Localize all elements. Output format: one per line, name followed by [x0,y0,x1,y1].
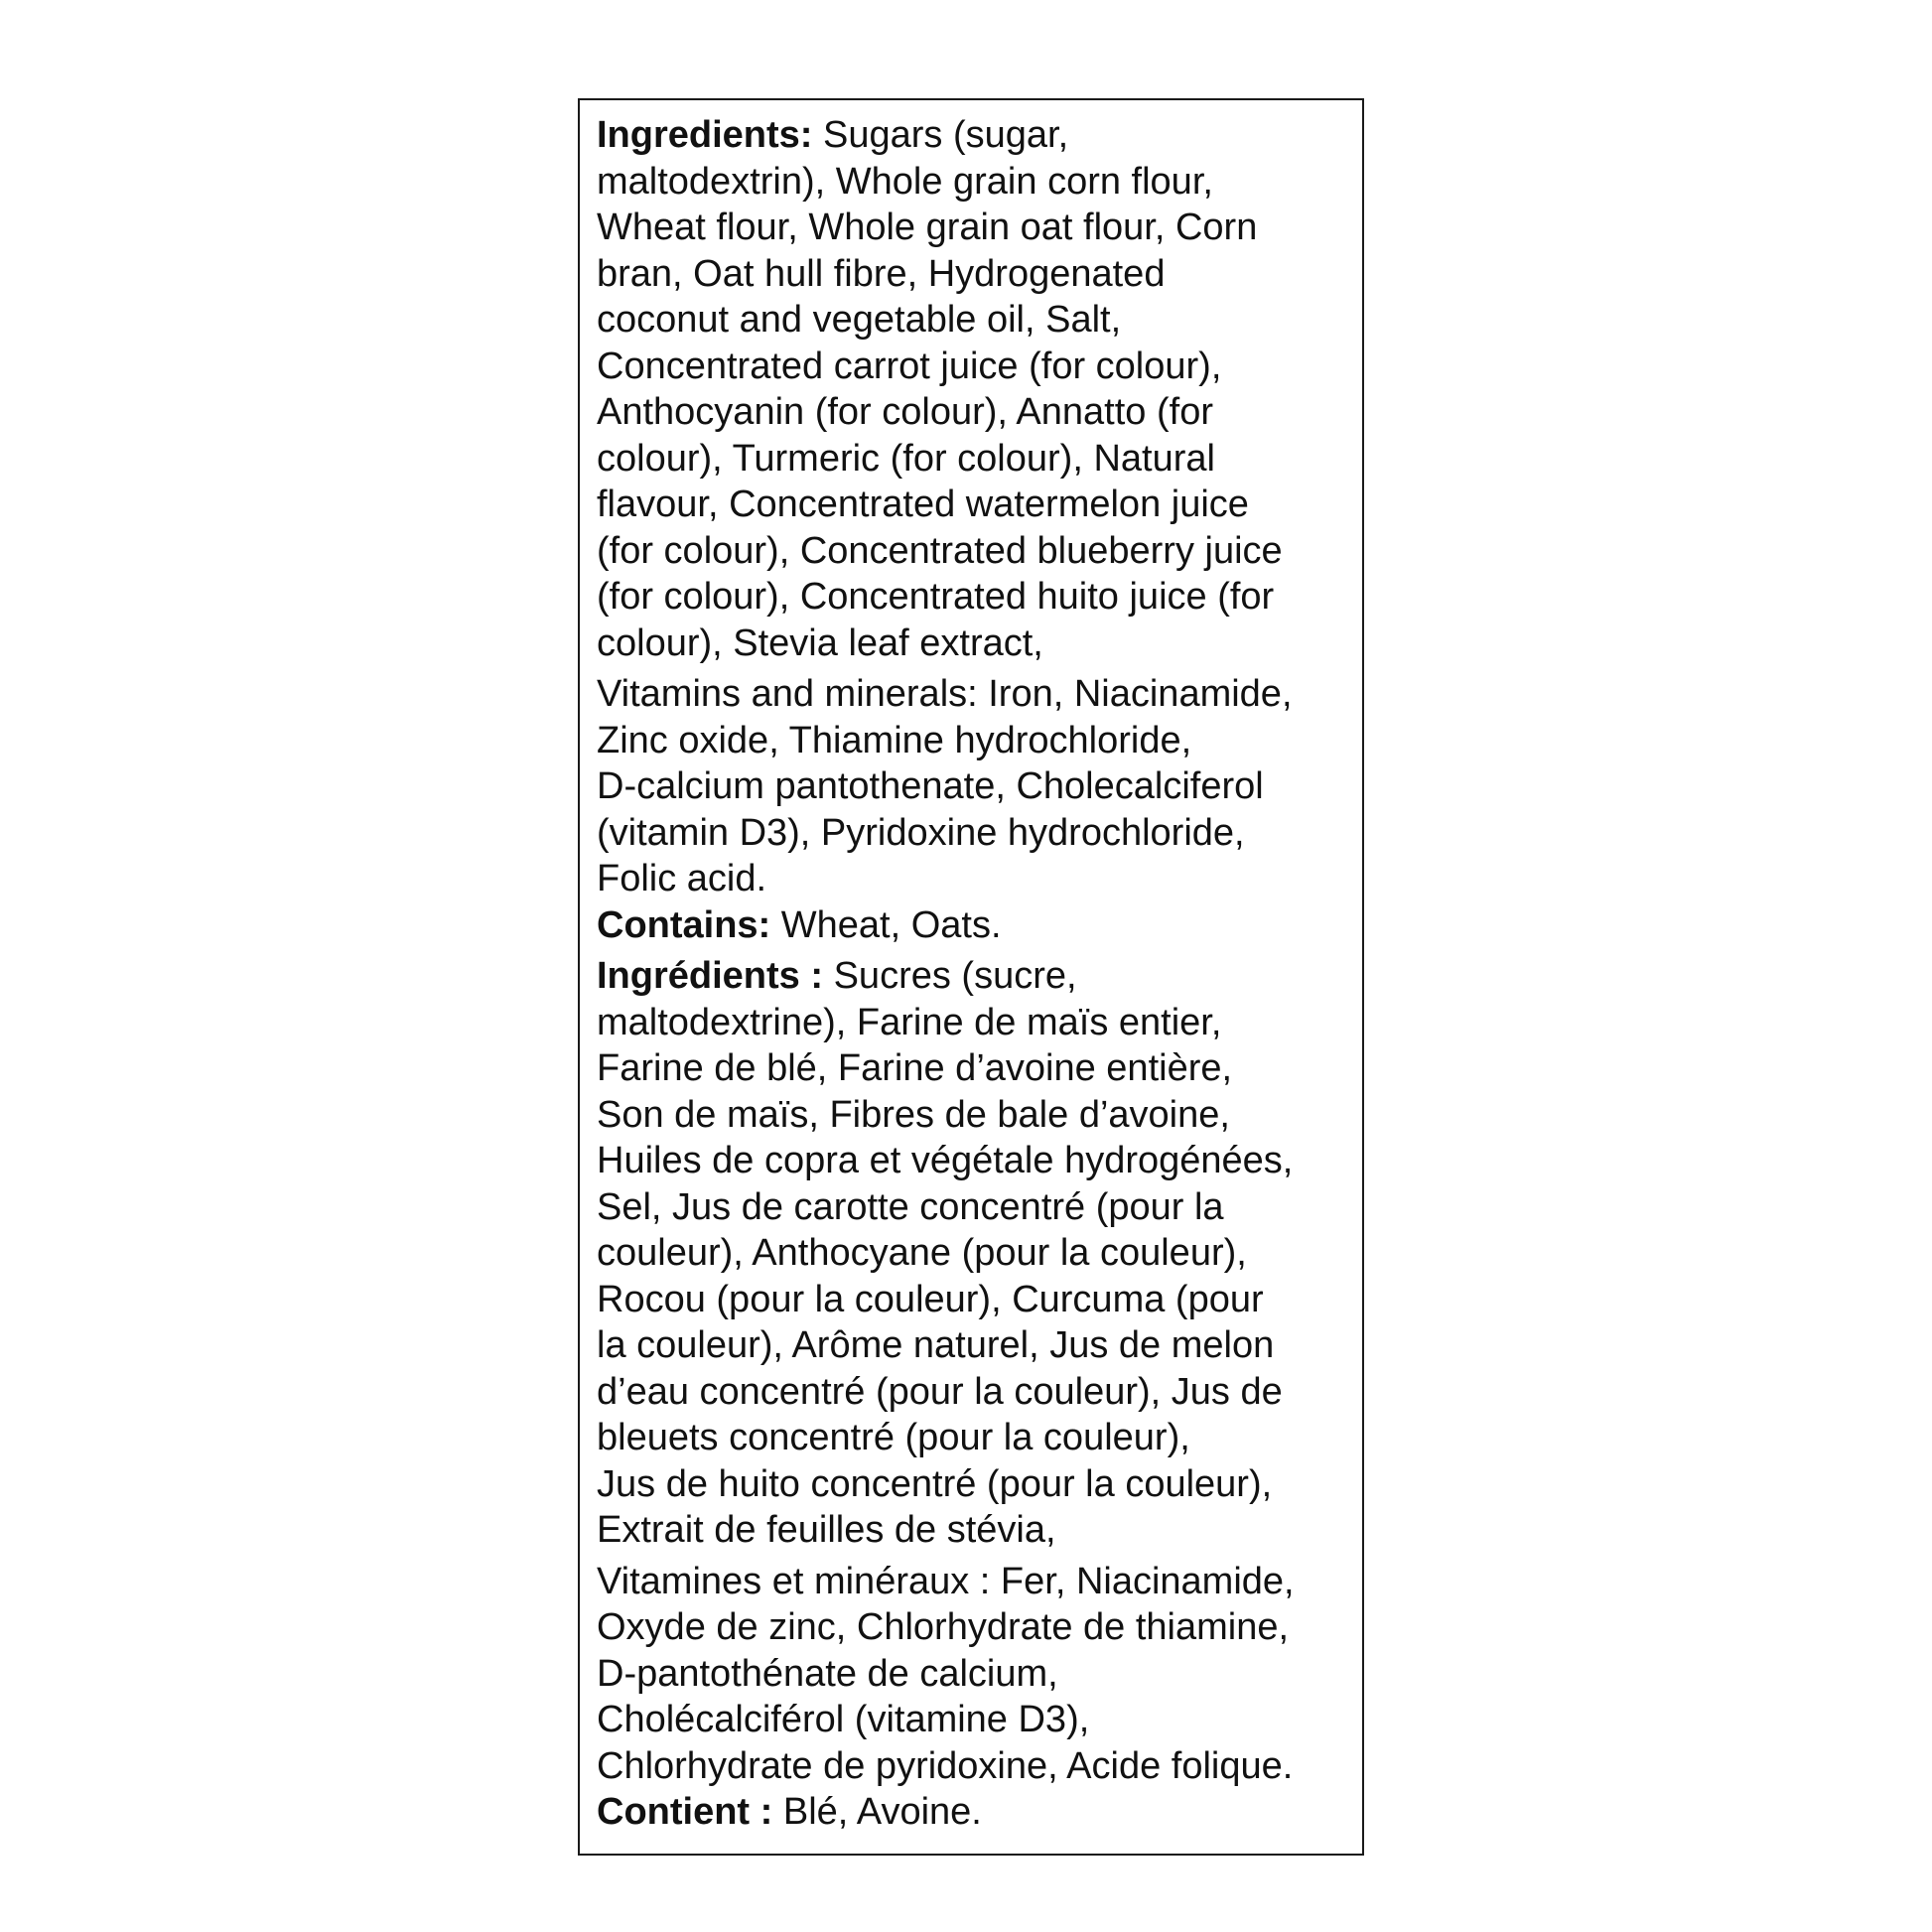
contains-fr [597,1789,1346,1836]
ingredients-fr [597,953,1346,1554]
ingredients-en-text: Sugars (sugar, maltodextrin), Whole grain corn flour, Wheat flour, Whole grain oat flour, Corn bran, Oat hull fibre, Hydrogenated coconut and vegetable oil, Salt, Concentrated carrot juice (for colour), Anthocyanin (for colour), Annatto (for colour), Turmeric (for colour), Natural flavour, Concentrated watermelon juice (for colour), Concentrated blueberry juice (for colour), Concentrated huito juice (for colour), Stevia leaf extract, [597,114,1283,664]
ingredients-fr-text: Sucres (sucre, maltodextrine), Farine de maïs entier, Farine de blé, Farine d’avoine entière, Son de maïs, Fibres de bale d’avoine, Huiles de copra et végétale hydrogénées, Sel, Jus de carotte concentré (pour la couleur), Anthocyane (pour la couleur), Rocou (pour la couleur), Curcuma (pour la couleur), Arôme naturel, Jus de melon d’eau concentré (pour la couleur), Jus de bleuets concentré (pour la couleur), Jus de huito concentré (pour la couleur), Extrait de feuilles de stévia, [597,955,1294,1551]
vitamins-en: Vitamins and minerals: Iron, Niacinamide, Zinc oxide, Thiamine hydrochloride, D-calcium pantothenate, Cholecalciferol (vitamin D3), Pyridoxine hydrochloride, Folic acid. [597,673,1293,899]
contains-fr-heading: Contient : [597,1791,773,1833]
contains-en [597,902,1346,949]
contains-en-heading: Contains: [597,903,771,946]
ingredients-en [597,112,1346,666]
ingredients-fr-heading: Ingrédients : [597,955,824,997]
ingredients-panel [578,98,1364,1856]
ingredients-en-heading: Ingredients: [597,114,813,156]
vitamins-fr: Vitamines et minéraux : Fer, Niacinamide, Oxyde de zinc, Chlorhydrate de thiamine, D-pantothénate de calcium, Cholécalciférol (vitamine D3), Chlorhydrate de pyridoxine, Acide folique. [597,1560,1295,1787]
contains-en-text: Wheat, Oats. [770,903,1002,946]
contains-fr-text: Blé, Avoine. [772,1791,982,1833]
